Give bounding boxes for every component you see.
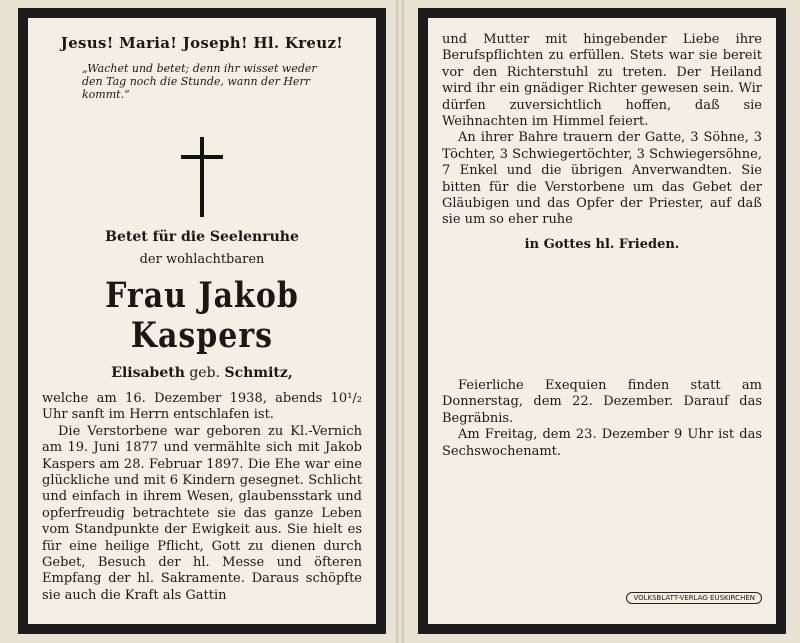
death-paragraph: welche am 16. Dezember 1938, abends 10¹/₂ Uhr sanft im Herrn entschlafen ist.	[42, 391, 362, 423]
sechswochenamt-paragraph: Am Freitag, dem 23. Dezember 9 Uhr ist das Sechswochenamt.	[442, 427, 762, 459]
deceased-name: Frau Jakob Kaspers	[105, 275, 299, 357]
scripture-quote: „Wachet und betet; denn ihr wisset weder den Tag noch die Stunde, wann der Herr kommt.“	[82, 62, 317, 101]
mourning-border-left	[18, 8, 386, 634]
prayer-line: Betet für die Seelenruhe	[105, 229, 299, 245]
continuation-paragraph: und Mutter mit hingebender Liebe ihre Berufspflichten zu erfüllen. Stets war sie bereit vor den Richterstuhl zu treten. Der Heiland wird ihr ein gnädiger Richter gewesen sein. Wir dürfen zuversichtlich hoffen, daß sie Weihnachten im Himmel feiert.	[442, 32, 762, 130]
obituary-text-right	[442, 32, 762, 229]
mourners-paragraph: An ihrer Bahre trauern der Gatte, 3 Söhne, 3 Töchter, 3 Schwiegertöchter, 3 Schwiegersöhne, 7 Enkel und die übrigen Anverwandten. Sie bitten für die Verstorbene um das Gebet der Gläubigen und das Opfer der Priester, auf daß sie um so eher ruhe	[442, 130, 762, 228]
birth-last-name: Schmitz,	[224, 365, 293, 381]
birth-first-name: Elisabeth	[111, 365, 185, 381]
service-info	[442, 378, 762, 460]
right-page	[404, 0, 800, 643]
publisher-stamp: VOLKSBLATT-VERLAG EUSKIRCHEN	[626, 592, 762, 604]
left-page	[0, 0, 396, 643]
page-fold	[396, 0, 404, 643]
life-paragraph: Die Verstorbene war geboren zu Kl.-Vernich am 19. Juni 1877 und vermählte sich mit Jakob Kaspers am 28. Februar 1897. Die Ehe war eine glückliche und mit 6 Kindern gesegnet. Schlicht und einfach in ihrem Wesen, glaubensstark und opferfreudig betrachtete sie das ganze Leben vom Standpunkte der Ewigkeit aus. Sie hielt es für eine heilige Pflicht, Gott zu dienen durch Gebet, Besuch der hl. Messe und öfteren Empfang der hl. Sakramente. Daraus schöpfte sie auch die Kraft als Gattin	[42, 423, 362, 603]
mourning-border-right	[418, 8, 786, 634]
cross-icon	[181, 137, 223, 217]
peace-line: in Gottes hl. Frieden.	[524, 236, 680, 252]
exequien-paragraph: Feierliche Exequien finden statt am Donnerstag, dem 22. Dezember. Darauf das Begräbnis.	[442, 378, 762, 426]
birth-geb: geb.	[189, 365, 221, 381]
birth-name	[42, 365, 362, 381]
invocation: Jesus! Maria! Joseph! Hl. Kreuz!	[60, 34, 344, 52]
obituary-text-left	[42, 391, 362, 604]
prayer-sub: der wohlachtbaren	[139, 252, 265, 267]
